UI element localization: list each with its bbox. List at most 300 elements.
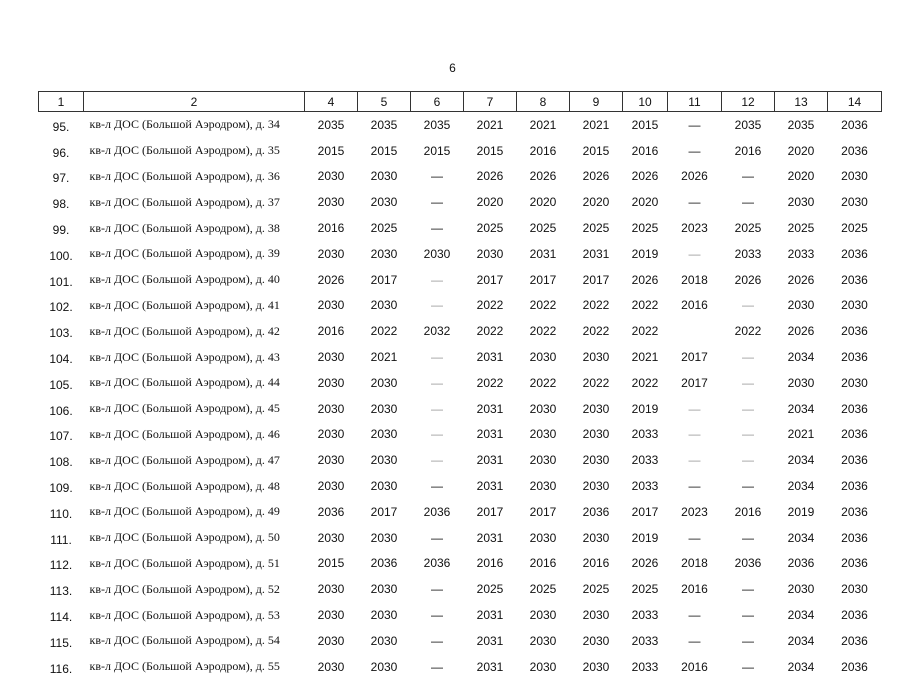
year-cell: 2030	[476, 246, 504, 261]
year-cell: 2022	[582, 324, 610, 339]
year-cell: 2031	[476, 530, 504, 545]
year-cell: 2030	[370, 195, 398, 210]
year-cell: —	[688, 479, 701, 494]
year-cell: 2036	[317, 504, 345, 519]
address-cell: кв-л ДОС (Большой Аэродром), д. 35	[89, 143, 280, 158]
year-cell: 2020	[582, 195, 610, 210]
table-row	[39, 267, 882, 293]
column-header: 10	[623, 92, 668, 112]
year-cell: 2025	[582, 582, 610, 597]
year-cell: 2026	[476, 169, 504, 184]
year-cell: 2034	[787, 530, 815, 545]
year-cell: 2030	[582, 427, 610, 442]
year-cell: 2030	[317, 659, 345, 674]
row-number: 112.	[49, 558, 73, 573]
year-cell: 2031	[476, 427, 504, 442]
year-cell: 2015	[370, 143, 398, 158]
year-cell: 2036	[841, 272, 868, 287]
year-cell: 2017	[529, 504, 557, 519]
table-row	[39, 396, 882, 422]
address-cell: кв-л ДОС (Большой Аэродром), д. 47	[89, 452, 280, 467]
year-cell: 2025	[787, 221, 815, 236]
year-cell: 2030	[582, 453, 610, 468]
year-cell: 2025	[734, 221, 762, 236]
year-cell: 2030	[529, 350, 557, 365]
column-header: 1	[39, 92, 84, 112]
year-cell: —	[742, 582, 754, 597]
year-cell: 2033	[734, 246, 762, 261]
year-cell: 2030	[529, 608, 557, 623]
year-cell: 2036	[841, 659, 868, 674]
column-header: 5	[358, 92, 411, 112]
year-cell: 2025	[841, 221, 868, 236]
year-cell: —	[431, 375, 443, 390]
year-cell: 2035	[317, 117, 345, 132]
year-cell: 2022	[582, 298, 610, 313]
year-cell: 2016	[681, 659, 708, 674]
table-row	[39, 318, 882, 344]
year-cell: 2022	[476, 375, 504, 390]
year-cell: 2036	[841, 324, 868, 339]
column-header: 8	[517, 92, 570, 112]
year-cell: 2036	[841, 633, 868, 648]
header-row	[39, 92, 882, 112]
year-cell: 2030	[317, 195, 345, 210]
year-cell: 2030	[841, 298, 868, 313]
year-cell: 2016	[681, 298, 708, 313]
year-cell: 2030	[370, 479, 398, 494]
table-row	[39, 112, 882, 138]
year-cell: —	[742, 633, 754, 648]
address-cell: кв-л ДОС (Большой Аэродром), д. 55	[89, 659, 280, 674]
year-cell: 2033	[631, 659, 659, 674]
address-cell: кв-л ДОС (Большой Аэродром), д. 40	[89, 272, 280, 287]
year-cell: 2030	[370, 401, 398, 416]
year-cell: —	[742, 427, 754, 442]
year-cell: 2030	[317, 298, 345, 313]
year-cell: —	[431, 427, 443, 442]
year-cell: 2023	[681, 221, 708, 236]
row-number: 113.	[49, 584, 73, 599]
year-cell: 2036	[370, 556, 398, 571]
year-cell: 2015	[631, 117, 659, 132]
address-cell: кв-л ДОС (Большой Аэродром), д. 36	[89, 168, 280, 183]
year-cell: 2030	[370, 453, 398, 468]
address-cell: кв-л ДОС (Большой Аэродром), д. 41	[89, 297, 280, 312]
year-cell: 2030	[317, 375, 345, 390]
year-cell: 2022	[734, 324, 762, 339]
address-cell: кв-л ДОС (Большой Аэродром), д. 54	[89, 633, 280, 648]
year-cell: —	[431, 350, 443, 365]
year-cell: 2030	[787, 195, 815, 210]
year-cell: —	[742, 479, 754, 494]
row-number: 111.	[50, 532, 72, 547]
table-row	[39, 551, 882, 577]
year-cell: —	[688, 246, 701, 261]
year-cell	[668, 318, 722, 344]
year-cell: —	[742, 401, 754, 416]
year-cell: 2015	[317, 556, 345, 571]
table-row	[39, 164, 882, 190]
year-cell: 2030	[582, 401, 610, 416]
year-cell: 2019	[631, 530, 659, 545]
year-cell: 2021	[529, 117, 557, 132]
year-cell: —	[688, 633, 701, 648]
row-number: 100.	[49, 248, 73, 263]
year-cell: 2030	[317, 479, 345, 494]
year-cell: 2017	[476, 272, 504, 287]
year-cell: 2030	[529, 633, 557, 648]
address-cell: кв-л ДОС (Большой Аэродром), д. 48	[89, 478, 280, 493]
year-cell: 2036	[841, 479, 868, 494]
year-cell: 2034	[787, 453, 815, 468]
year-cell: 2026	[529, 169, 557, 184]
address-cell: кв-л ДОС (Большой Аэродром), д. 34	[89, 117, 280, 132]
year-cell: 2026	[787, 324, 815, 339]
year-cell: 2030	[370, 246, 398, 261]
year-cell: 2030	[529, 530, 557, 545]
year-cell: 2032	[423, 324, 451, 339]
year-cell: 2030	[529, 453, 557, 468]
year-cell: 2030	[370, 169, 398, 184]
year-cell: 2030	[370, 633, 398, 648]
year-cell: 2020	[787, 143, 815, 158]
year-cell: 2031	[582, 246, 610, 261]
year-cell: 2030	[841, 195, 868, 210]
year-cell: —	[688, 401, 701, 416]
year-cell: 2016	[529, 143, 557, 158]
year-cell: 2030	[317, 169, 345, 184]
year-cell: —	[688, 143, 701, 158]
year-cell: 2026	[787, 272, 815, 287]
row-number: 96.	[52, 145, 70, 160]
year-cell: —	[431, 401, 443, 416]
year-cell: —	[742, 453, 754, 468]
year-cell: 2017	[370, 504, 398, 519]
page-number: 6	[449, 61, 456, 75]
year-cell: 2036	[841, 453, 868, 468]
year-cell: 2016	[734, 143, 762, 158]
year-cell: 2030	[317, 530, 345, 545]
table-row	[39, 499, 882, 525]
row-number: 99.	[52, 223, 70, 238]
year-cell: 2025	[529, 582, 557, 597]
year-cell: —	[688, 453, 701, 468]
row-number: 102.	[49, 300, 73, 315]
year-cell: 2030	[529, 427, 557, 442]
year-cell: 2025	[582, 221, 610, 236]
year-cell: 2016	[631, 143, 659, 158]
row-number: 114.	[49, 610, 73, 625]
table-row	[39, 576, 882, 602]
year-cell: 2021	[631, 350, 659, 365]
column-header: 6	[411, 92, 464, 112]
year-cell: 2026	[631, 272, 659, 287]
year-cell: 2034	[787, 608, 815, 623]
year-cell: 2030	[317, 401, 345, 416]
table-row	[39, 370, 882, 396]
year-cell: —	[431, 453, 443, 468]
year-cell: 2030	[370, 375, 398, 390]
year-cell: 2025	[476, 221, 504, 236]
year-cell: 2033	[631, 453, 659, 468]
year-cell: 2030	[529, 401, 557, 416]
year-cell: —	[742, 659, 754, 674]
table-row	[39, 293, 882, 319]
year-cell: 2035	[423, 117, 451, 132]
year-cell: 2036	[841, 143, 868, 158]
year-cell: —	[742, 375, 754, 390]
year-cell: 2026	[681, 169, 708, 184]
address-cell: кв-л ДОС (Большой Аэродром), д. 49	[89, 504, 280, 519]
year-cell: 2017	[529, 272, 557, 287]
year-cell: 2020	[787, 169, 815, 184]
year-cell: —	[431, 479, 443, 494]
year-cell: 2036	[734, 556, 762, 571]
year-cell: 2022	[582, 375, 610, 390]
year-cell: —	[742, 195, 754, 210]
year-cell: 2030	[370, 427, 398, 442]
year-cell: 2035	[734, 117, 762, 132]
year-cell: 2025	[631, 582, 659, 597]
year-cell: —	[431, 195, 443, 210]
year-cell: 2030	[841, 169, 868, 184]
year-cell: 2016	[476, 556, 504, 571]
year-cell: —	[688, 195, 701, 210]
row-number: 115.	[49, 635, 73, 650]
year-cell: 2036	[841, 401, 868, 416]
row-number: 104.	[49, 352, 73, 367]
row-number: 116.	[49, 661, 73, 676]
year-cell: —	[431, 169, 443, 184]
year-cell: 2036	[841, 504, 868, 519]
table-body	[39, 112, 882, 680]
year-cell: 2017	[681, 350, 708, 365]
row-number: 103.	[49, 326, 73, 341]
year-cell: 2030	[841, 582, 868, 597]
year-cell: 2022	[370, 324, 398, 339]
year-cell: 2016	[681, 582, 708, 597]
year-cell: 2017	[476, 504, 504, 519]
table-row	[39, 654, 882, 680]
year-cell: 2017	[370, 272, 398, 287]
year-cell: —	[742, 298, 754, 313]
column-header: 9	[570, 92, 623, 112]
year-cell: —	[742, 530, 754, 545]
year-cell: —	[688, 117, 701, 132]
year-cell: 2030	[370, 582, 398, 597]
column-header: 11	[668, 92, 722, 112]
year-cell: 2025	[529, 221, 557, 236]
year-cell: 2015	[423, 143, 451, 158]
column-header: 12	[722, 92, 775, 112]
year-cell: 2026	[734, 272, 762, 287]
address-cell: кв-л ДОС (Большой Аэродром), д. 46	[89, 426, 280, 441]
year-cell: 2036	[582, 504, 610, 519]
row-number: 97.	[52, 171, 70, 186]
year-cell: 2036	[841, 530, 868, 545]
year-cell: 2034	[787, 350, 815, 365]
year-cell: 2019	[787, 504, 815, 519]
year-cell: 2021	[476, 117, 504, 132]
year-cell: 2022	[476, 298, 504, 313]
year-cell: 2022	[529, 298, 557, 313]
year-cell: 2022	[631, 375, 659, 390]
year-cell: 2030	[317, 582, 345, 597]
table-row	[39, 138, 882, 164]
row-number: 101.	[49, 274, 73, 289]
year-cell: 2025	[631, 221, 659, 236]
year-cell: 2030	[787, 298, 815, 313]
year-cell: —	[742, 169, 754, 184]
year-cell: 2030	[529, 479, 557, 494]
year-cell: 2015	[582, 143, 610, 158]
year-cell: 2030	[787, 375, 815, 390]
year-cell: 2030	[370, 608, 398, 623]
year-cell: 2023	[681, 504, 708, 519]
year-cell: 2033	[631, 479, 659, 494]
year-cell: 2033	[631, 427, 659, 442]
year-cell: 2036	[841, 608, 868, 623]
year-cell: —	[688, 530, 701, 545]
table-header	[39, 92, 882, 112]
year-cell: —	[688, 427, 701, 442]
year-cell: —	[688, 608, 701, 623]
year-cell: —	[742, 608, 754, 623]
year-cell: 2035	[370, 117, 398, 132]
year-cell: 2022	[529, 375, 557, 390]
address-cell: кв-л ДОС (Большой Аэродром), д. 43	[89, 349, 280, 364]
year-cell: 2018	[681, 272, 708, 287]
year-cell: 2026	[317, 272, 345, 287]
row-number: 106.	[49, 403, 73, 418]
year-cell: 2016	[582, 556, 610, 571]
year-cell: 2033	[787, 246, 815, 261]
table-row	[39, 602, 882, 628]
year-cell: 2016	[529, 556, 557, 571]
year-cell: 2018	[681, 556, 708, 571]
row-number: 105.	[49, 377, 73, 392]
year-cell: 2019	[631, 246, 659, 261]
year-cell: 2025	[476, 582, 504, 597]
year-cell: 2034	[787, 659, 815, 674]
row-number: 108.	[49, 455, 73, 470]
table-row	[39, 189, 882, 215]
year-cell: 2016	[317, 221, 345, 236]
row-number: 109.	[49, 481, 73, 496]
year-cell: 2016	[734, 504, 762, 519]
year-cell: 2031	[476, 633, 504, 648]
year-cell: 2030	[317, 608, 345, 623]
table-row	[39, 525, 882, 551]
year-cell: 2030	[582, 659, 610, 674]
year-cell: 2030	[370, 298, 398, 313]
column-header: 2	[84, 92, 305, 112]
column-header: 14	[828, 92, 882, 112]
year-cell: 2026	[631, 556, 659, 571]
year-cell: 2036	[841, 350, 868, 365]
year-cell: 2017	[582, 272, 610, 287]
year-cell: 2030	[582, 350, 610, 365]
row-number: 95.	[52, 119, 70, 134]
year-cell: 2035	[787, 117, 815, 132]
year-cell: 2036	[841, 246, 868, 261]
year-cell: 2036	[841, 556, 868, 571]
year-cell: 2030	[317, 427, 345, 442]
table-row	[39, 215, 882, 241]
table-row	[39, 344, 882, 370]
year-cell: —	[431, 221, 443, 236]
address-cell: кв-л ДОС (Большой Аэродром), д. 51	[89, 555, 280, 570]
column-header: 13	[775, 92, 828, 112]
year-cell: 2030	[370, 530, 398, 545]
year-cell: 2030	[317, 453, 345, 468]
year-cell: —	[431, 659, 443, 674]
year-cell: 2017	[681, 375, 708, 390]
year-cell: 2021	[370, 350, 398, 365]
year-cell: 2036	[841, 427, 868, 442]
year-cell: 2030	[787, 582, 815, 597]
year-cell: 2022	[476, 324, 504, 339]
year-cell: 2021	[787, 427, 815, 442]
year-cell: 2015	[317, 143, 345, 158]
address-cell: кв-л ДОС (Большой Аэродром), д. 52	[89, 581, 280, 596]
year-cell: 2022	[631, 324, 659, 339]
column-header: 4	[305, 92, 358, 112]
year-cell: 2019	[631, 401, 659, 416]
year-cell: 2034	[787, 479, 815, 494]
year-cell: 2036	[787, 556, 815, 571]
year-cell: 2021	[582, 117, 610, 132]
year-cell: 2020	[476, 195, 504, 210]
year-cell: 2030	[841, 375, 868, 390]
year-cell: 2030	[370, 659, 398, 674]
year-cell: 2026	[631, 169, 659, 184]
year-cell: 2031	[476, 479, 504, 494]
year-cell: 2030	[582, 608, 610, 623]
year-cell: 2033	[631, 633, 659, 648]
year-cell: 2030	[317, 633, 345, 648]
address-cell: кв-л ДОС (Большой Аэродром), д. 38	[89, 220, 280, 235]
table-row	[39, 447, 882, 473]
year-cell: 2031	[476, 453, 504, 468]
column-header: 7	[464, 92, 517, 112]
address-cell: кв-л ДОС (Большой Аэродром), д. 45	[89, 401, 280, 416]
year-cell: 2031	[529, 246, 557, 261]
year-cell: 2030	[317, 246, 345, 261]
year-cell: 2015	[476, 143, 504, 158]
year-cell: —	[431, 298, 443, 313]
year-cell: 2025	[370, 221, 398, 236]
year-cell: 2030	[582, 479, 610, 494]
row-number: 110.	[49, 506, 73, 521]
year-cell: 2031	[476, 608, 504, 623]
table-row	[39, 422, 882, 448]
year-cell: —	[431, 582, 443, 597]
year-cell: —	[431, 608, 443, 623]
year-cell: 2020	[631, 195, 659, 210]
address-cell: кв-л ДОС (Большой Аэродром), д. 42	[89, 323, 280, 338]
year-cell: 2022	[529, 324, 557, 339]
address-cell: кв-л ДОС (Большой Аэродром), д. 44	[89, 375, 280, 390]
year-cell: 2036	[841, 117, 868, 132]
address-cell: кв-л ДОС (Большой Аэродром), д. 37	[89, 194, 280, 209]
year-cell: 2030	[423, 246, 451, 261]
year-cell: —	[742, 350, 754, 365]
year-cell: 2017	[631, 504, 659, 519]
address-cell: кв-л ДОС (Большой Аэродром), д. 50	[89, 530, 280, 545]
year-cell: 2036	[423, 556, 451, 571]
